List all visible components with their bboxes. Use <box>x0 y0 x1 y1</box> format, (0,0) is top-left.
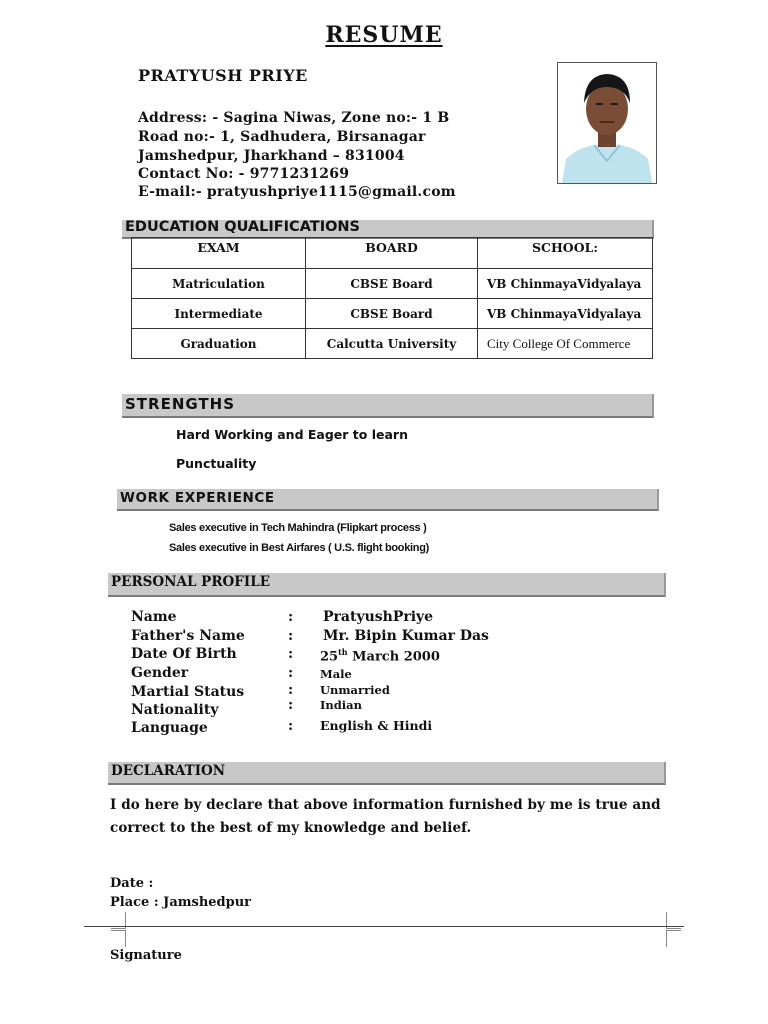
education-table <box>131 237 653 359</box>
address-line-2: Road no:- 1, Sadhudera, Birsanagar <box>138 129 426 145</box>
field-value-date-of-birth <box>320 647 440 664</box>
dob-month-year: March 2000 <box>352 649 440 665</box>
field-value-language: English & Hindi <box>320 718 433 733</box>
field-value-fathers-name: Mr. Bipin Kumar Das <box>323 628 489 644</box>
column-header-board: BOARD <box>306 238 478 269</box>
table-row <box>132 269 653 299</box>
page-corner-mark <box>111 930 126 947</box>
field-separator: : <box>288 646 294 662</box>
place-label: Place : Jamshedpur <box>110 895 252 910</box>
field-label-marital-status: Martial Status <box>131 684 245 700</box>
resume-title: RESUME <box>325 22 443 48</box>
email-address: E-mail:- pratyushpriye1115@gmail.com <box>138 184 456 200</box>
field-separator: : <box>288 697 294 713</box>
exam-cell: Matriculation <box>132 269 306 299</box>
field-separator: : <box>288 665 294 681</box>
field-separator: : <box>288 628 294 644</box>
exam-cell: Intermediate <box>132 299 306 329</box>
candidate-name: PRATYUSH PRIYE <box>138 66 308 85</box>
table-header-row <box>132 238 653 269</box>
contact-number: Contact No: - 9771231269 <box>138 166 350 182</box>
date-label: Date : <box>110 876 154 891</box>
table-row <box>132 299 653 329</box>
work-experience-heading-band <box>117 489 659 511</box>
page-corner-mark <box>666 930 681 947</box>
field-label-nationality: Nationality <box>131 702 219 718</box>
field-value-nationality: Indian <box>320 698 362 712</box>
field-label-date-of-birth: Date Of Birth <box>131 646 237 662</box>
field-value-gender: Male <box>320 667 352 681</box>
address-line-3: Jamshedpur, Jharkhand – 831004 <box>138 148 405 164</box>
dob-day: 25 <box>320 649 339 665</box>
strengths-heading: STRENGTHS <box>125 395 236 413</box>
declaration-heading-band <box>108 762 666 785</box>
work-item: Sales executive in Best Airfares ( U.S. flight booking) <box>169 542 429 554</box>
declaration-heading: DECLARATION <box>111 763 226 779</box>
personal-profile-heading: PERSONAL PROFILE <box>111 574 270 590</box>
field-label-fathers-name: Father's Name <box>131 628 245 644</box>
field-label-language: Language <box>131 720 208 736</box>
education-heading: EDUCATION QUALIFICATIONS <box>125 219 360 235</box>
profile-photo <box>557 62 657 184</box>
strength-item: Punctuality <box>176 456 257 471</box>
address-line-1: Address: - Sagina Niwas, Zone no:- 1 B <box>138 110 450 126</box>
field-separator: : <box>288 609 294 625</box>
field-value-name: PratyushPriye <box>323 609 434 625</box>
field-separator: : <box>288 718 294 734</box>
board-cell: Calcutta University <box>306 329 478 359</box>
school-cell: VB ChinmayaVidyalaya <box>478 269 653 299</box>
column-header-exam: EXAM <box>132 238 306 269</box>
column-header-school: SCHOOL: <box>478 238 653 269</box>
school-cell: City College Of Commerce <box>478 329 653 359</box>
field-value-marital-status: Unmarried <box>320 683 390 697</box>
declaration-line: correct to the best of my knowledge and belief. <box>110 820 472 836</box>
strength-item: Hard Working and Eager to learn <box>176 427 408 442</box>
signature-label: Signature <box>110 948 182 963</box>
dob-day-suffix: th <box>338 647 348 657</box>
exam-cell: Graduation <box>132 329 306 359</box>
work-experience-heading: WORK EXPERIENCE <box>120 490 275 506</box>
field-separator: : <box>288 682 294 698</box>
board-cell: CBSE Board <box>306 269 478 299</box>
field-label-gender: Gender <box>131 665 189 681</box>
personal-profile-heading-band <box>108 573 666 597</box>
page-break-line <box>84 926 684 927</box>
work-item: Sales executive in Tech Mahindra (Flipkart process ) <box>169 522 427 534</box>
declaration-line: I do here by declare that above information furnished by me is true and <box>110 797 661 813</box>
field-label-name: Name <box>131 609 177 625</box>
board-cell: CBSE Board <box>306 299 478 329</box>
strengths-heading-band <box>122 394 654 418</box>
table-row <box>132 329 653 359</box>
school-cell: VB ChinmayaVidyalaya <box>478 299 653 329</box>
